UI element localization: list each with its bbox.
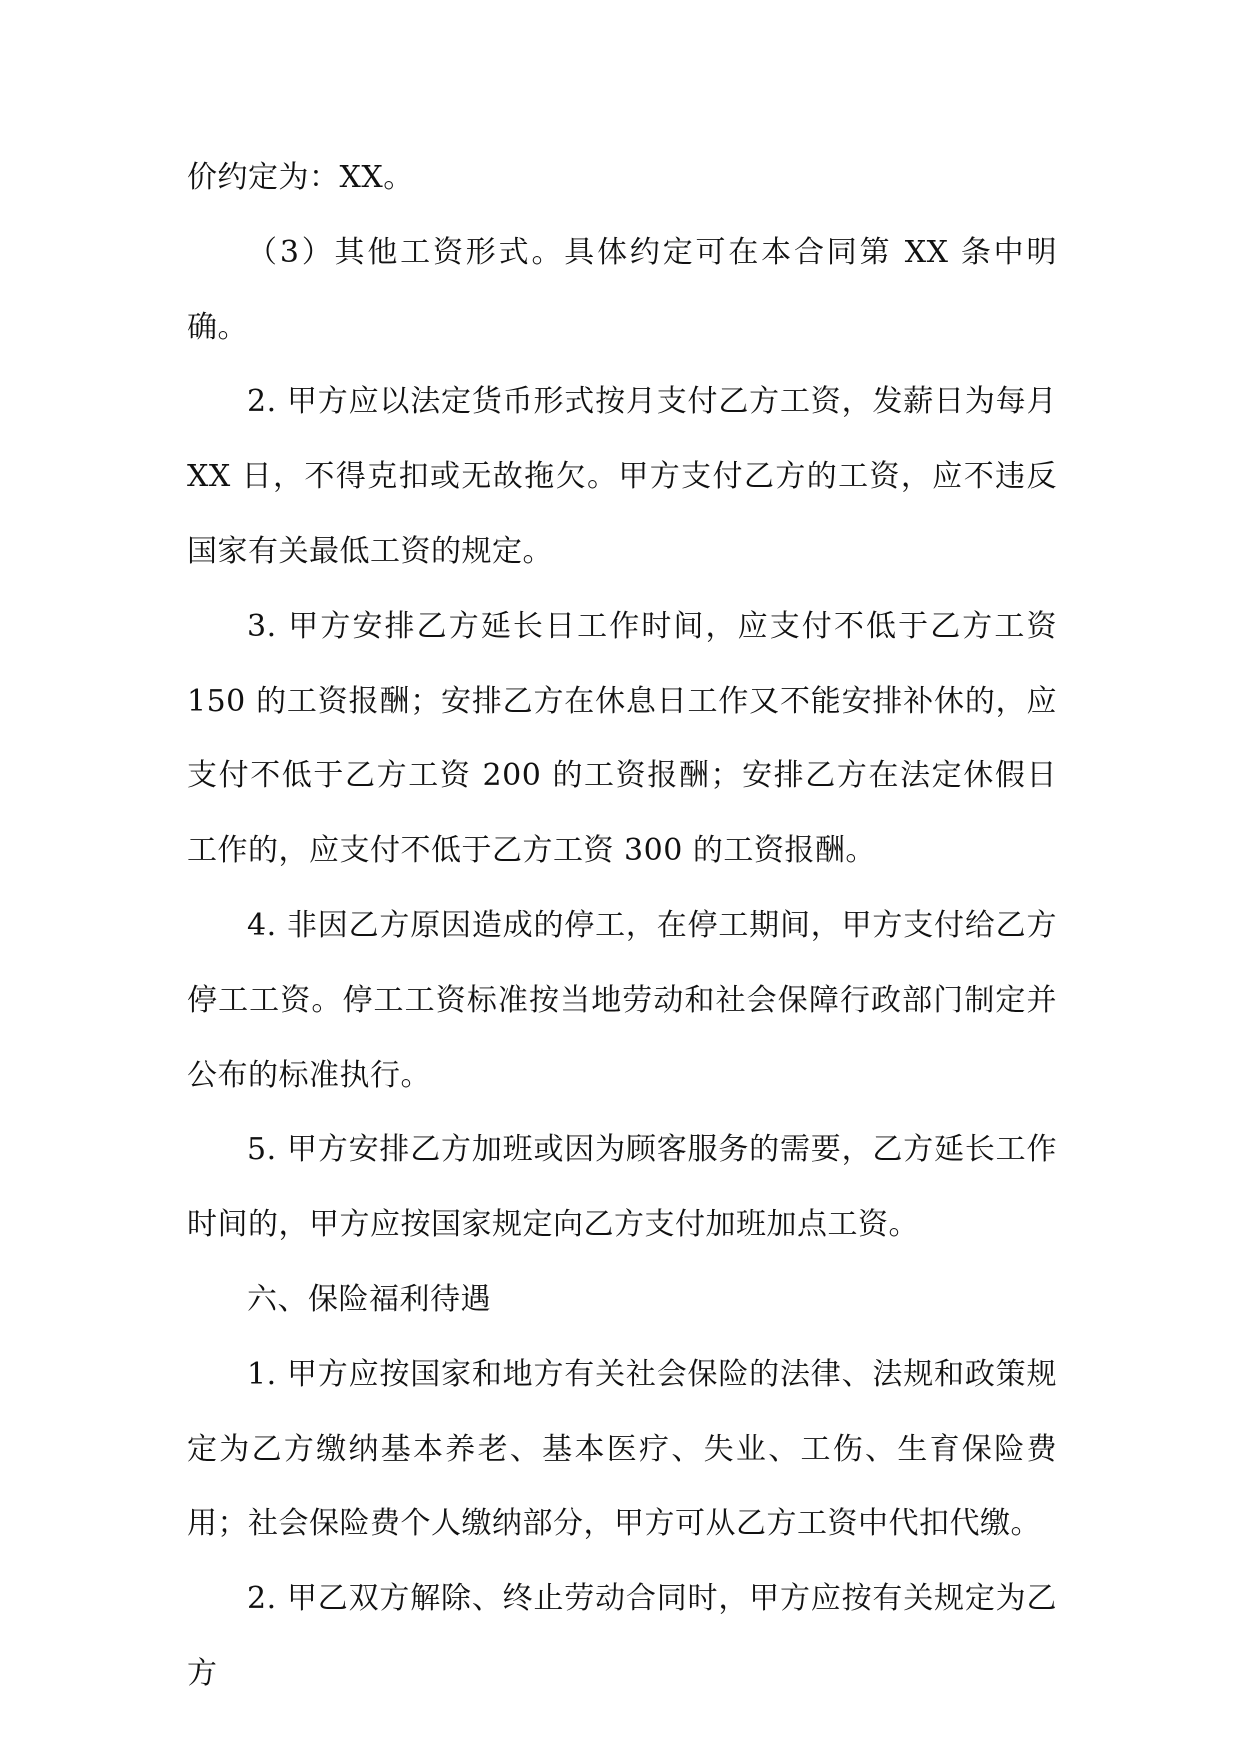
paragraph-item-3-overtime: 3. 甲方安排乙方延长日工作时间，应支付不低于乙方工资 150 的工资报酬；安排乙方在休息日工作又不能安排补休的，应支付不低于乙方工资 200 的工资报酬；安排乙方在法定休假日工作的，应支付不低于乙方工资 300 的工资报酬。 [187,608,1057,869]
paragraph-item-5-extra-hours: 5. 甲方安排乙方加班或因为顾客服务的需要，乙方延长工作时间的，甲方应按国家规定向乙方支付加班加点工资。 [187,1132,1057,1243]
paragraph-item-2-payment: 2. 甲方应以法定货币形式按月支付乙方工资，发薪日为每月 XX 日，不得克扣或无故拖欠。甲方支付乙方的工资，应不违反国家有关最低工资的规定。 [187,384,1057,569]
paragraph-insurance-item-1: 1. 甲方应按国家和地方有关社会保险的法律、法规和政策规定为乙方缴纳基本养老、基本医疗、失业、工伤、生育保险费用；社会保险费个人缴纳部分，甲方可从乙方工资中代扣代缴。 [187,1356,1057,1542]
paragraph-insurance-item-2: 2. 甲乙双方解除、终止劳动合同时，甲方应按有关规定为乙方 [187,1581,1057,1691]
document-body [187,141,1057,1712]
paragraph-item-4-shutdown: 4. 非因乙方原因造成的停工，在停工期间，甲方支付给乙方停工工资。停工工资标准按当地劳动和社会保障行政部门制定并公布的标准执行。 [187,907,1057,1093]
paragraph-other-wage-forms: （3）其他工资形式。具体约定可在本合同第 XX 条中明确。 [187,234,1057,345]
section-heading-insurance: 六、保险福利待遇 [247,1281,491,1317]
paragraph-wage-price-end: 价约定为：XX。 [187,160,414,195]
